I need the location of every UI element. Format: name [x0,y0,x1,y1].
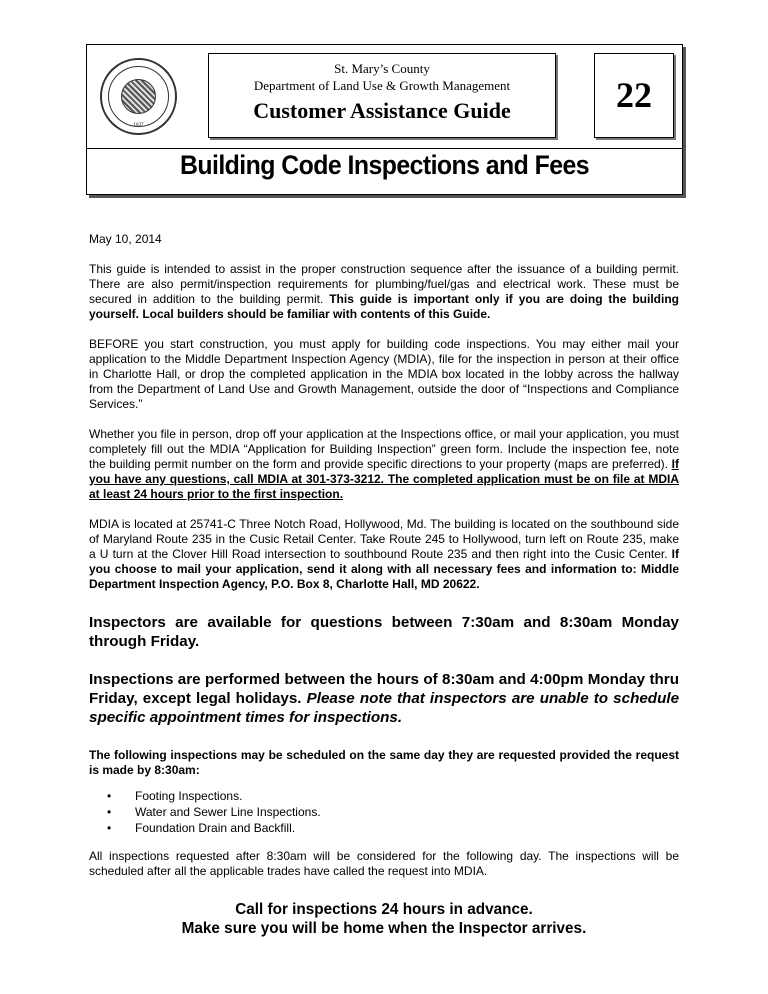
call-advance-notice: Call for inspections 24 hours in advance. [235,901,533,918]
department-name: Department of Land Use & Growth Management [253,78,511,93]
inspector-hours: Inspectors are available for questions between 7:30am and 8:30am Monday through Friday. [89,614,679,650]
document-body [89,232,679,938]
header-top-band [87,45,682,149]
appointment-note: Please note that inspectors are unable to schedule specific appointment times for inspections. [89,690,680,726]
application-text: Whether you file in person, drop off your application at the Inspections office, or mail your application, you must completely fill out the MDIA “Application for Building Inspection” green form. Include the inspection fee, note the building permit number on the form and provide specific directions to your property (maps are preferred). [89,427,679,471]
intro-paragraph [89,262,679,322]
bullet-icon: • [107,805,112,819]
guide-header [86,44,683,195]
document-date: May 10, 2014 [89,232,162,246]
before-construction-paragraph: BEFORE you start construction, you must apply for building code inspections. You may either mail your application to the Middle Department Inspection Agency (MDIA), file for the inspection in person at their office in Charlotte Hall, or drop the completed application in the MDIA box located in the lobby across the hallway from the Department of Land Use and Growth Management, outside the door of “Inspections and Compliance Services.” [89,337,679,411]
page-title: Building Code Inspections and Fees [179,150,590,180]
bullet-icon: • [107,789,112,803]
list-item-label: Footing Inspections. [135,789,243,803]
title-block [208,53,556,138]
guide-number: 22 [594,53,674,138]
location-text: MDIA is located at 25741-C Three Notch Road, Hollywood, Md. The building is located on the southbound side of Maryland Route 235 in the Cusic Retail Center. Take Route 245 to Hollywood, turn left on Route 235, make a U turn at the Clover Hill Road intersection to southbound Route 235 and then right into the Cusic Center. [89,517,679,561]
application-paragraph [89,427,679,502]
bullet-icon: • [107,821,112,835]
list-item-label: Foundation Drain and Backfill. [135,821,296,835]
application-bold-text: If you have any questions, call MDIA at 301-373-3212. The completed application must be on file at MDIA at least 24 hours prior to the first inspection. [89,457,679,501]
seal-year: 1637 [133,123,144,128]
county-seal-icon [100,58,177,135]
intro-text: This guide is intended to assist in the proper construction sequence after the issuance of a building permit. There are also permit/inspection requirements for plumbing/fuel/gas and electrical work. These must be secured in addition to the building permit. [89,262,679,306]
inspection-hours-text: Inspections are performed between the hours of 8:30am and 4:00pm Monday thru Friday, except legal holidays. [89,671,679,707]
list-item [107,805,679,821]
same-day-intro-text: The following inspections may be scheduled on the same day they are requested provided the request is made by 8:30am: [89,748,679,777]
late-request-paragraph: All inspections requested after 8:30am will be considered for the following day. The inspections will be scheduled after all the applicable trades have called the request into MDIA. [89,849,679,878]
county-name: St. Mary’s County [334,61,430,76]
guide-title: Customer Assistance Guide [253,98,511,123]
intro-bold-text: This guide is important only if you are doing the building yourself. Local builders should be familiar with contents of this Guide. [89,292,680,321]
list-item [107,821,679,837]
list-item [107,789,679,805]
be-home-notice: Make sure you will be home when the Inspector arrives. [181,920,587,937]
same-day-inspections-list [89,789,679,837]
mailing-address-text: If you choose to mail your application, send it along with all necessary fees and information to: Middle Department Inspection Agency, P.O. Box 8, Charlotte Hall, MD 20622. [89,547,679,591]
location-paragraph [89,517,679,592]
list-item-label: Water and Sewer Line Inspections. [135,805,321,819]
inspection-hours [89,670,679,727]
same-day-intro [89,748,679,778]
